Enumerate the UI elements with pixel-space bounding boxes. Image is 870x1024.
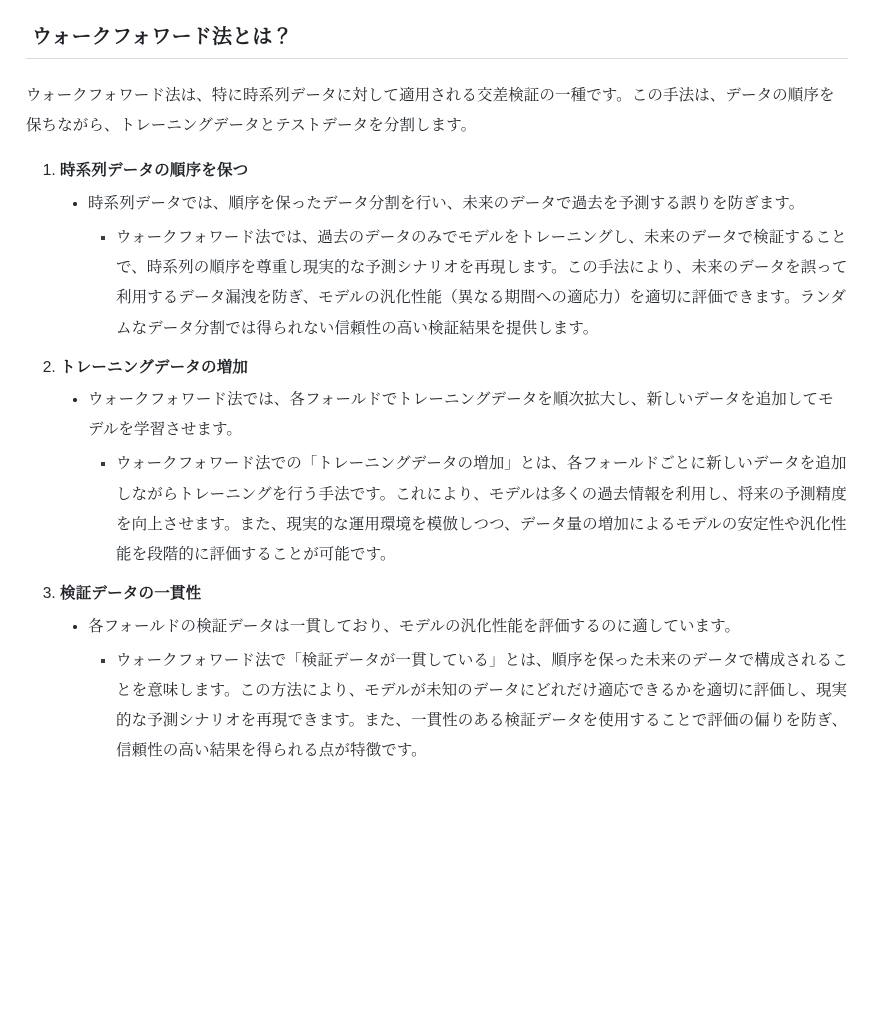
sub-bullet-list (88, 646, 848, 767)
sub-bullet-text: ウォークフォワード法での「トレーニングデータの増加」とは、各フォールドごとに新しいデータを追加しながらトレーニングを行う手法です。これにより、モデルは多くの過去情報を利用し、将来の予測精度を向上させます。また、現実的な運用環境を模倣しつつ、データ量の増加によるモデルの安定性や汎化性能を段階的に評価することが可能です。 (116, 455, 847, 564)
list-item (88, 385, 848, 570)
list-item (88, 189, 848, 344)
title-divider (26, 58, 848, 59)
bullet-text: 時系列データでは、順序を保ったデータ分割を行い、未来のデータで過去を予測する誤りを防ぎます。 (88, 194, 805, 212)
numbered-list (26, 155, 848, 766)
list-item (116, 223, 848, 344)
list-item (88, 612, 848, 767)
list-item (60, 352, 848, 571)
bullet-text: 各フォールドの検証データは一貫しており、モデルの汎化性能を評価するのに適しています。 (88, 617, 741, 635)
bullet-list (60, 385, 848, 570)
sub-bullet-list (88, 223, 848, 344)
sub-bullet-text: ウォークフォワード法では、過去のデータのみでモデルをトレーニングし、未来のデータで検証することで、時系列の順序を尊重し現実的な予測シナリオを再現します。この手法により、未来のデータを誤って利用するデータ漏洩を防ぎ、モデルの汎化性能（異なる期間への適応力）を適切に評価できます。ランダムなデータ分割では得られない信頼性の高い検証結果を提供します。 (116, 228, 848, 337)
bullet-list (60, 189, 848, 344)
intro-paragraph: ウォークフォワード法は、特に時系列データに対して適用される交差検証の一種です。この手法は、データの順序を保ちながら、トレーニングデータとテストデータを分割します。 (26, 87, 835, 135)
list-item (60, 155, 848, 343)
page-title: ウォークフォワード法とは？ (32, 26, 293, 48)
list-item (60, 578, 848, 766)
sub-bullet-list (88, 449, 848, 570)
bullet-list (60, 612, 848, 767)
section-heading: トレーニングデータの増加 (60, 358, 249, 376)
list-item (116, 449, 848, 570)
section-heading: 検証データの一貫性 (60, 585, 202, 603)
section-heading: 時系列データの順序を保つ (60, 162, 249, 180)
bullet-text: ウォークフォワード法では、各フォールドでトレーニングデータを順次拡大し、新しいデータを追加してモデルを学習させます。 (88, 390, 834, 439)
sub-bullet-text: ウォークフォワード法で「検証データが一貫している」とは、順序を保った未来のデータで構成されることを意味します。この方法により、モデルが未知のデータにどれだけ適応できるかを適切に評価し、現実的な予測シナリオを再現できます。また、一貫性のある検証データを使用することで評価の偏りを防ぎ、信頼性の高い結果を得られる点が特徴です。 (116, 651, 848, 760)
list-item (116, 646, 848, 767)
